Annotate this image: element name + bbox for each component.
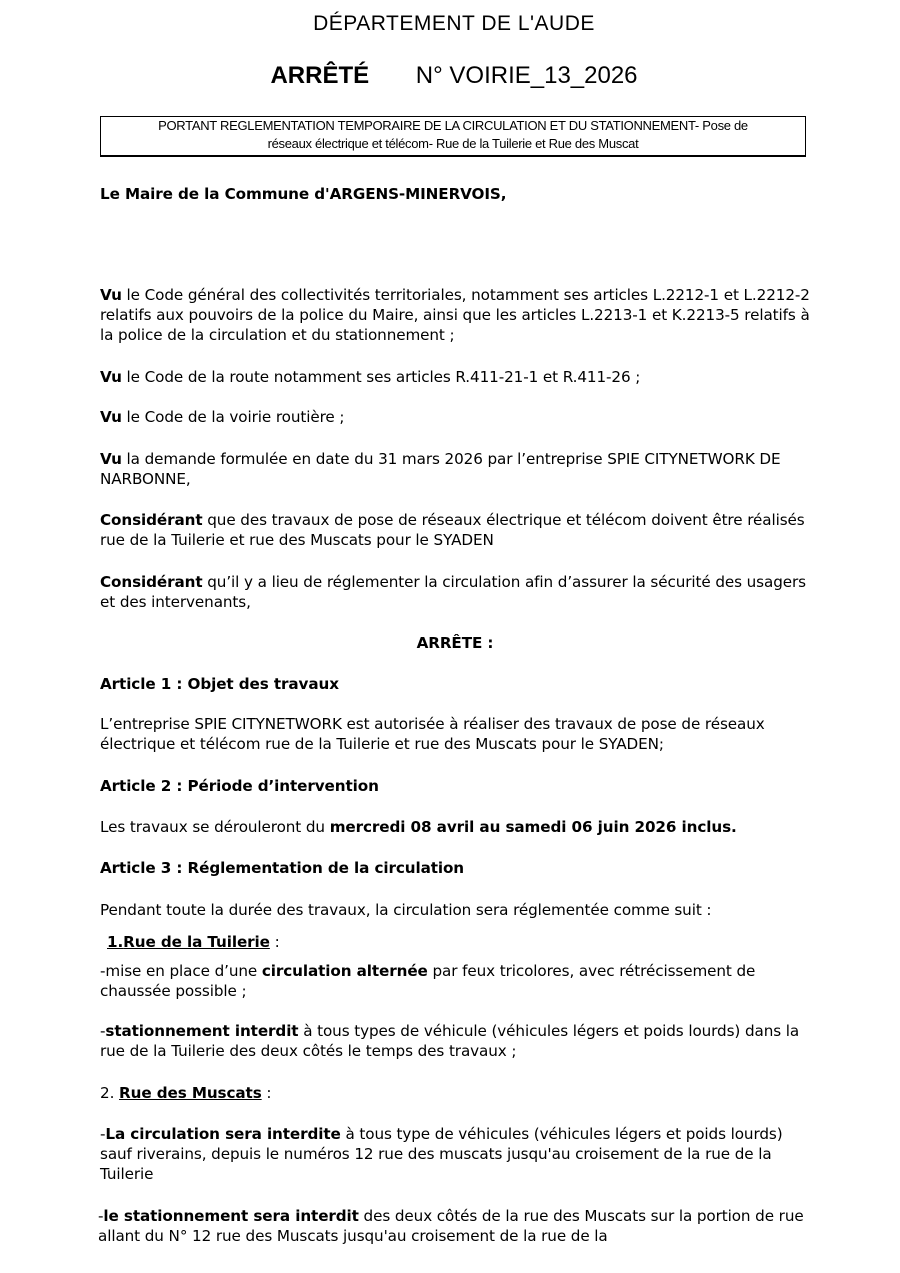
item-2-rule-a: -La circulation sera interdite à tous type de véhicules (véhicules légers et poids lourds) sauf riverains, depuis le numéros 12 rue des muscats jusqu'au croisement de la rue de la Tuilerie [100,1125,783,1183]
item-1-rule-a: -mise en place d’une circulation alternée par feux tricolores, avec rétrécissement de chaussée possible ; [100,962,756,1000]
article-2-title: Article 2 : Période d’intervention [100,777,379,795]
item-1-heading: 1.Rue de la Tuilerie : [107,933,280,951]
vu-paragraph-4: Vu la demande formulée en date du 31 mars 2026 par l’entreprise SPIE CITYNETWORK DE NARBONNE, [100,450,781,488]
intro-mayor: Le Maire de la Commune d'ARGENS-MINERVOIS, [100,185,507,203]
department-heading: DÉPARTEMENT DE L'AUDE [313,12,595,35]
vu-paragraph-2: Vu le Code de la route notamment ses articles R.411-21-1 et R.411-26 ; [100,368,641,386]
arrete-heading: ARRÊTE : [416,634,494,652]
article-1-title: Article 1 : Objet des travaux [100,675,339,693]
considerant-paragraph-2: Considérant qu’il y a lieu de réglementer la circulation afin d’assurer la sécurité des usagers et des intervenants, [100,573,806,611]
subject-box [100,116,806,157]
arrete-title [0,62,900,90]
article-3-title: Article 3 : Réglementation de la circulation [100,859,465,877]
subject-line-1: PORTANT REGLEMENTATION TEMPORAIRE DE LA CIRCULATION ET DU STATIONNEMENT- Pose de [158,118,748,133]
arrete-label: ARRÊTÉ [270,62,370,89]
vu-paragraph-1: Vu le Code général des collectivités territoriales, notamment ses articles L.2212-1 et L.2212-2 relatifs aux pouvoirs de la police du Maire, ainsi que les articles L.2213-1 et K.2213-5 relatifs à la police de la circulation et du stationnement ; [100,286,810,344]
article-1-text: L’entreprise SPIE CITYNETWORK est autorisée à réaliser des travaux de pose de réseaux électrique et télécom rue de la Tuilerie et rue des Muscats pour le SYADEN; [100,715,765,753]
item-1-rule-b: -stationnement interdit à tous types de véhicule (véhicules légers et poids lourds) dans la rue de la Tuilerie des deux côtés le temps des travaux ; [100,1022,800,1060]
considerant-paragraph-1: Considérant que des travaux de pose de réseaux électrique et télécom doivent être réalisés rue de la Tuilerie et rue des Muscats pour le SYADEN [100,511,805,549]
item-2-heading: 2. Rue des Muscats : [100,1084,272,1102]
arrete-number: N° VOIRIE_13_2026 [415,62,638,89]
item-2-rule-b: -le stationnement sera interdit des deux côtés de la rue des Muscats sur la portion de rue allant du N° 12 rue des Muscats jusqu'au croisement de la rue de la [98,1207,804,1245]
subject-line-2: réseaux électrique et télécom- Rue de la Tuilerie et Rue des Muscat [267,136,639,151]
article-2-text: Les travaux se dérouleront du mercredi 08 avril au samedi 06 juin 2026 inclus. [100,818,737,836]
vu-paragraph-3: Vu le Code de la voirie routière ; [100,408,345,426]
article-3-intro: Pendant toute la durée des travaux, la circulation sera réglementée comme suit : [100,901,712,919]
